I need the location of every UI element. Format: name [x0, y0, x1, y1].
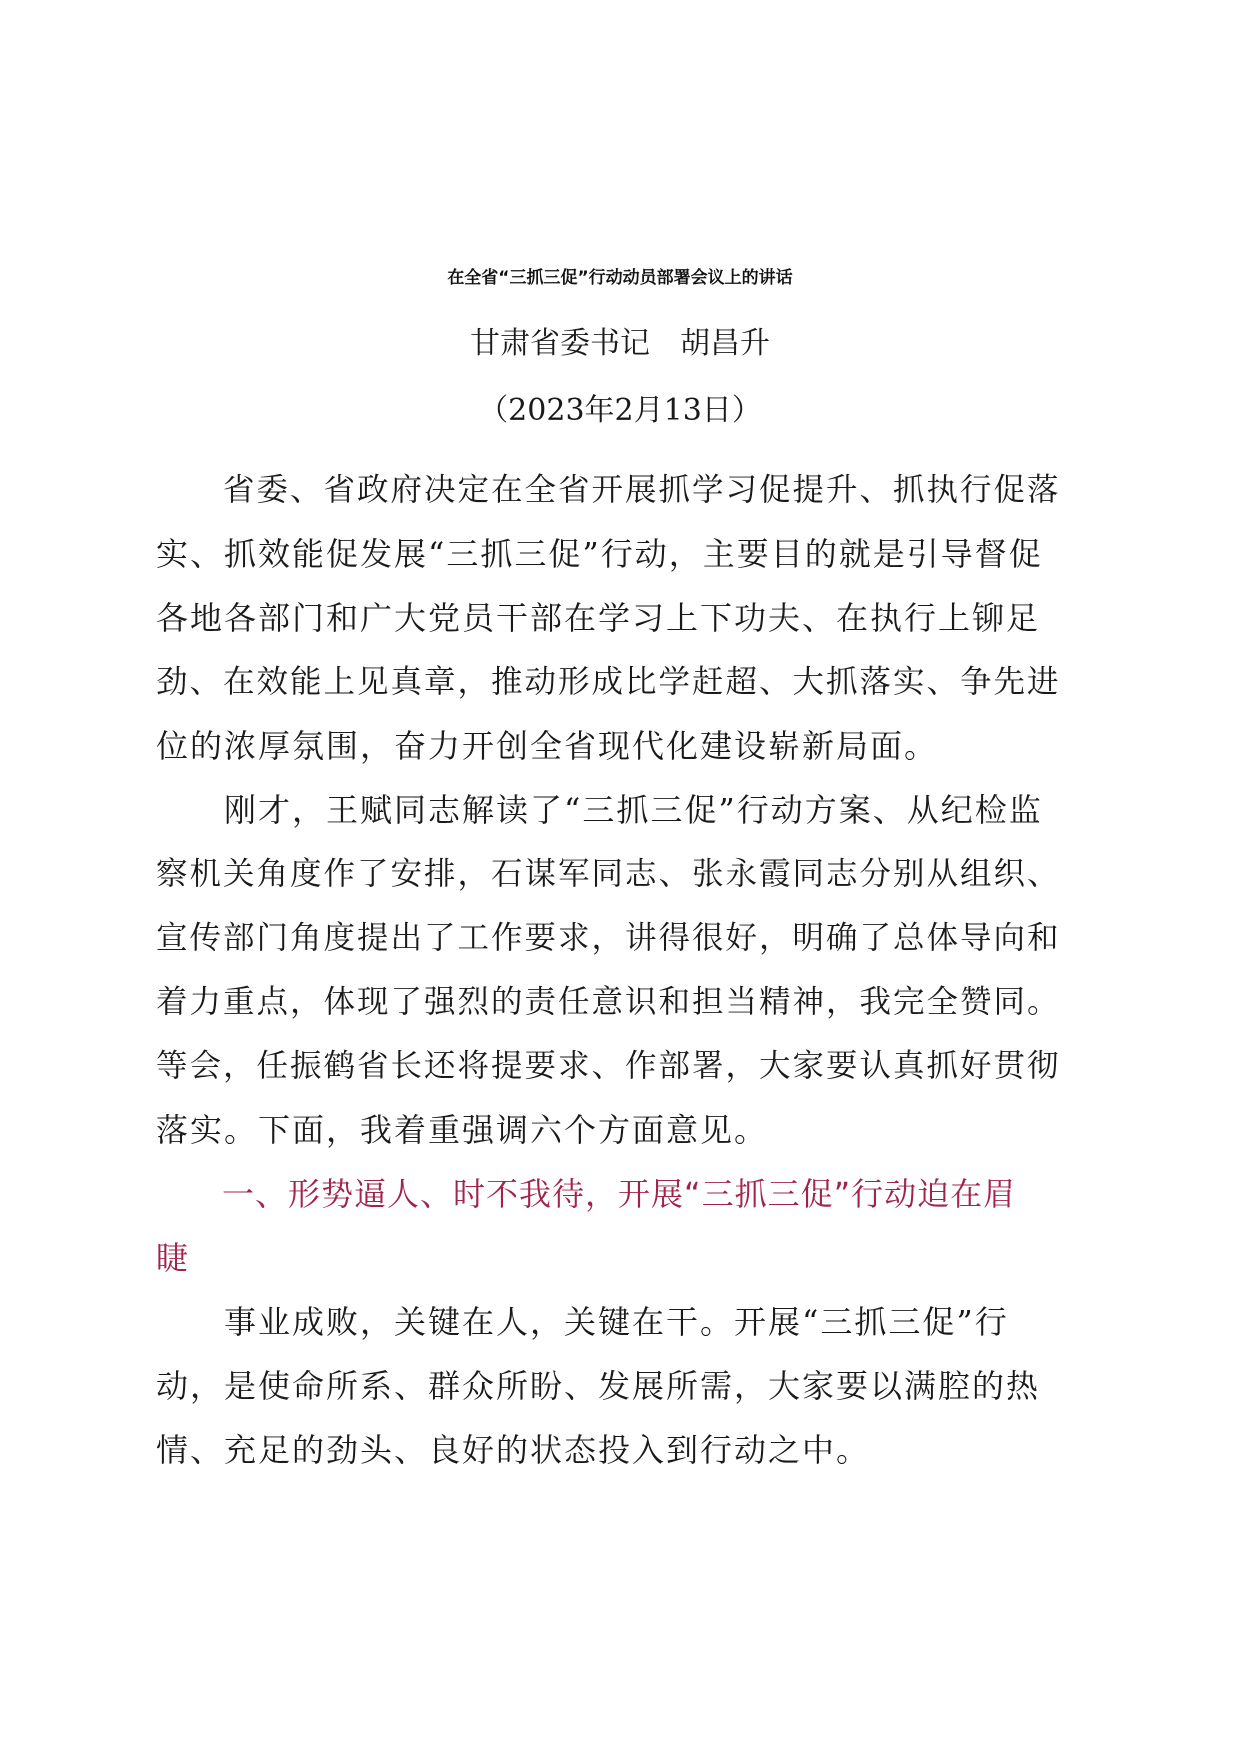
paragraph-line: 宣传部门角度提出了工作要求，讲得很好，明确了总体导向和	[156, 920, 1061, 956]
paragraph-line: 各地各部门和广大党员干部在学习上下功夫、在执行上铆足	[156, 599, 1041, 637]
paragraph-line: 等会，任振鹤省长还将提要求、作部署，大家要认真抓好贯彻	[156, 1048, 1061, 1084]
paragraph-line: 动，是使命所系、群众所盼、发展所需，大家要以满腔的热	[156, 1367, 1041, 1405]
paragraph-3	[156, 1290, 1066, 1482]
section-heading-1	[156, 1162, 1066, 1290]
paragraph-1	[156, 458, 1066, 778]
paragraph-line: 劲、在效能上见真章，推动形成比学赶超、大抓落实、争先进	[156, 664, 1061, 700]
paragraph-line: 实、抓效能促发展“三抓三促”行动，主要目的就是引导督促	[156, 535, 1043, 573]
paragraph-line: 落实。下面，我着重强调六个方面意见。	[156, 1111, 769, 1149]
heading-line: 睫	[156, 1239, 190, 1277]
paragraph-line: 事业成败，关键在人，关键在干。开展“三抓三促”行	[156, 1303, 1009, 1341]
paragraph-line: 察机关角度作了安排，石谋军同志、张永霞同志分别从组织、	[156, 856, 1061, 892]
speech-date: （2023年2月13日）	[478, 393, 762, 428]
speech-author: 甘肃省委书记 胡昌升	[470, 326, 770, 361]
paragraph-2	[156, 778, 1066, 1162]
heading-line: 一、形势逼人、时不我待，开展“三抓三促”行动迫在眉	[156, 1175, 1017, 1213]
paragraph-line: 情、充足的劲头、良好的状态投入到行动之中。	[156, 1431, 871, 1469]
speech-title: 在全省“三抓三促”行动动员部署会议上的讲话	[447, 268, 793, 288]
paragraph-line: 着力重点，体现了强烈的责任意识和担当精神，我完全赞同。	[156, 984, 1061, 1020]
paragraph-line: 刚才，王赋同志解读了“三抓三促”行动方案、从纪检监	[156, 791, 1043, 829]
paragraph-line: 省委、省政府决定在全省开展抓学习促提升、抓执行促落	[156, 472, 1061, 508]
paragraph-line: 位的浓厚氛围，奋力开创全省现代化建设崭新局面。	[156, 727, 939, 765]
